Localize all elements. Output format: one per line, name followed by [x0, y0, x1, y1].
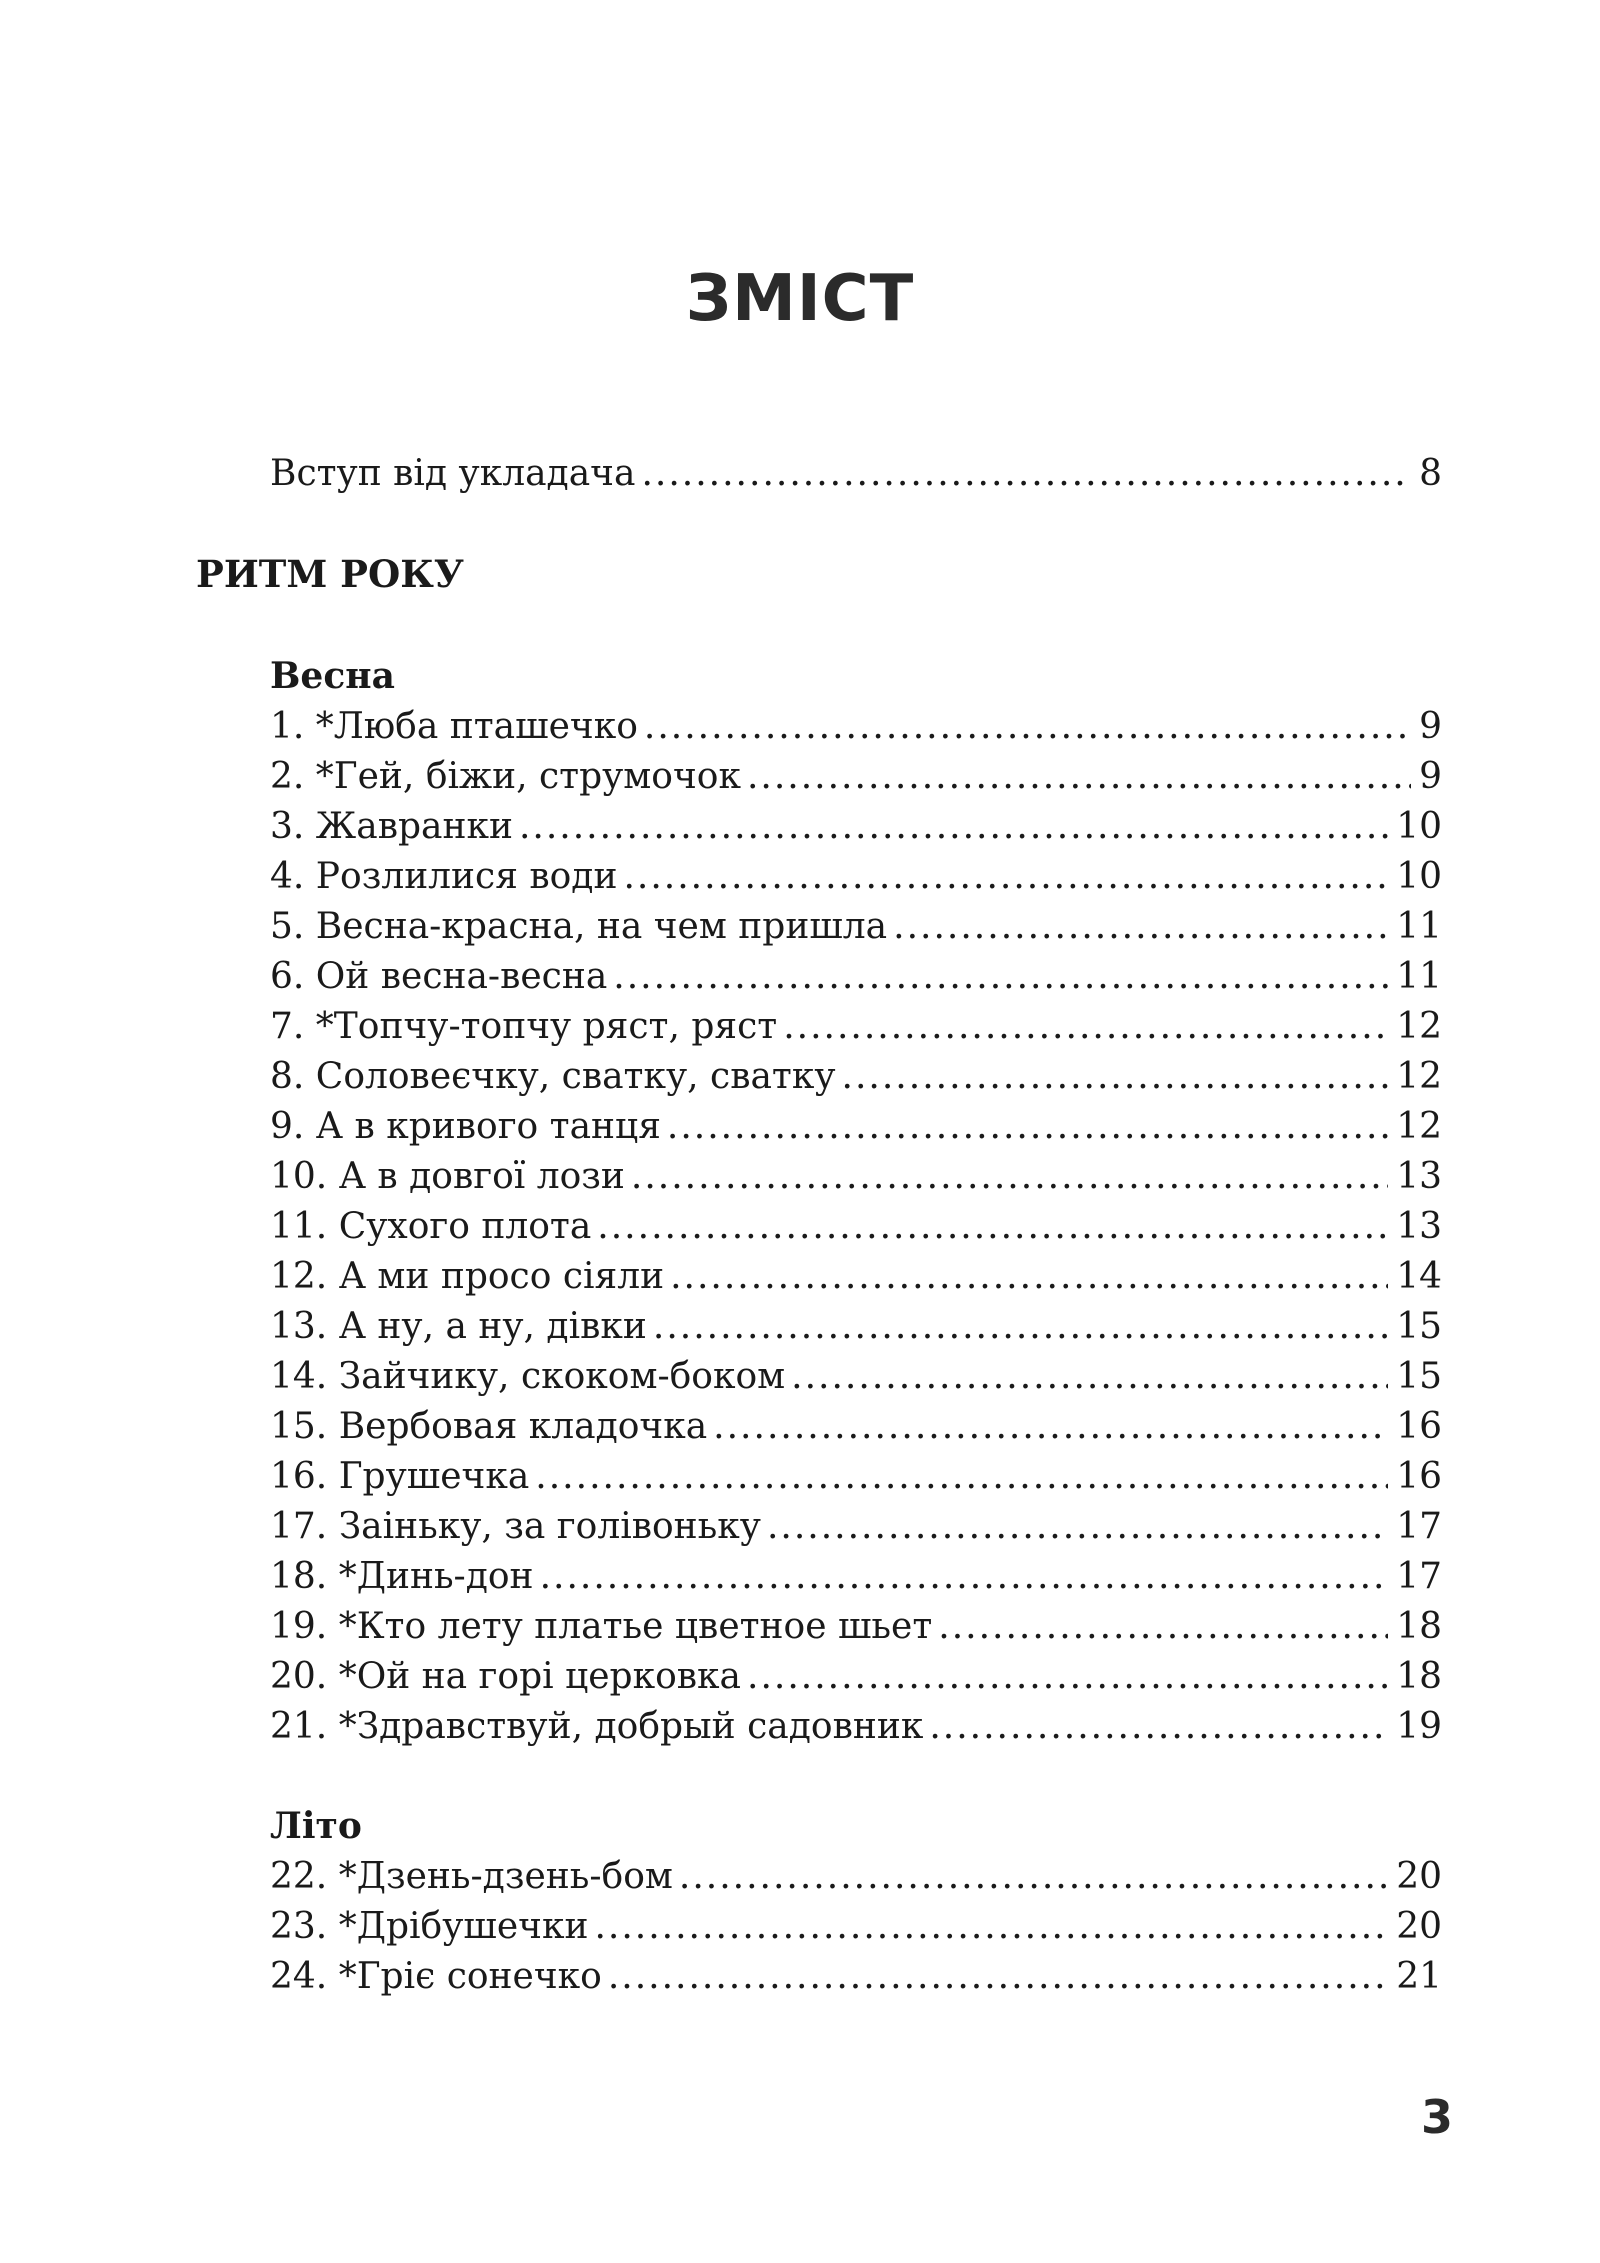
toc-entry-page: 14 — [1396, 1256, 1442, 1297]
toc-entry[interactable] — [270, 1453, 1442, 1501]
toc-entry-page: 18 — [1396, 1656, 1442, 1697]
toc-entry-title: 8. Соловеєчку, сватку, сватку — [270, 1056, 836, 1097]
toc-entry-title: 7. *Топчу-топчу ряст, ряст — [270, 1006, 778, 1047]
toc-entry-page: 9 — [1419, 706, 1442, 747]
toc-entry-page: 16 — [1396, 1456, 1442, 1497]
toc-leader-dots — [653, 1303, 1388, 1351]
toc-entry[interactable] — [270, 1253, 1442, 1301]
toc-entry-page: 13 — [1396, 1156, 1442, 1197]
toc-leader-dots — [594, 1903, 1388, 1951]
toc-entry-title: 14. Зайчику, скоком-боком — [270, 1356, 786, 1397]
toc-entry[interactable] — [270, 1053, 1442, 1101]
toc-entry[interactable] — [270, 1503, 1442, 1551]
toc-entry-title: 12. А ми просо сіяли — [270, 1256, 665, 1297]
toc-entry-title: 9. А в кривого танця — [270, 1106, 661, 1147]
toc-leader-dots — [679, 1853, 1388, 1901]
toc-entry[interactable] — [270, 703, 1442, 751]
toc-entry-page: 10 — [1396, 856, 1442, 897]
toc-leader-dots — [535, 1453, 1388, 1501]
toc-entry[interactable] — [270, 1853, 1442, 1901]
toc-entry-page: 12 — [1396, 1106, 1442, 1147]
toc-entry-title: 6. Ой весна-весна — [270, 956, 608, 997]
page-title: ЗМІСТ — [685, 262, 915, 336]
toc-entry[interactable] — [270, 1953, 1442, 2001]
toc-entry-title: 17. Заіньку, за голівоньку — [270, 1506, 761, 1547]
subsection-heading-summer: Літо — [270, 1805, 362, 1847]
toc-entry-title: 20. *Ой на горі церковка — [270, 1656, 741, 1697]
toc-leader-dots — [670, 1253, 1388, 1301]
toc-entry-title: 23. *Дрібушечки — [270, 1906, 589, 1947]
toc-leader-dots — [929, 1703, 1388, 1751]
toc-entry-page: 17 — [1396, 1506, 1442, 1547]
toc-entry-page: 19 — [1396, 1706, 1442, 1747]
toc-entry-title: 19. *Кто лету платье цветное шьет — [270, 1606, 933, 1647]
toc-leader-dots — [791, 1353, 1388, 1401]
toc-entry-title: 10. А в довгої лози — [270, 1156, 625, 1197]
toc-entry[interactable] — [270, 753, 1442, 801]
toc-entry-page: 10 — [1396, 806, 1442, 847]
page-number: 3 — [1420, 2090, 1453, 2144]
toc-leader-dots — [783, 1003, 1388, 1051]
toc-entry-title: 5. Весна-красна, на чем пришла — [270, 906, 888, 947]
toc-entry-title: 3. Жавранки — [270, 806, 513, 847]
toc-entry[interactable] — [270, 1603, 1442, 1651]
toc-leader-dots — [623, 853, 1388, 901]
toc-entry[interactable] — [270, 1203, 1442, 1251]
toc-entry[interactable] — [270, 1653, 1442, 1701]
toc-entry-title: 13. А ну, а ну, дівки — [270, 1306, 647, 1347]
toc-entry[interactable] — [270, 1103, 1442, 1151]
toc-entry-title: 2. *Гей, біжи, струмочок — [270, 756, 741, 797]
toc-entry-page: 13 — [1396, 1206, 1442, 1247]
toc-leader-dots — [631, 1153, 1388, 1201]
toc-entry-title: Вступ від укладача — [270, 453, 636, 494]
toc-entry[interactable] — [270, 903, 1442, 951]
toc-entry-page: 15 — [1396, 1306, 1442, 1347]
subsection-heading-spring: Весна — [270, 655, 395, 697]
toc-leader-dots — [667, 1103, 1388, 1151]
toc-leader-dots — [641, 450, 1411, 498]
toc-entry[interactable] — [270, 1003, 1442, 1051]
toc-entry[interactable] — [270, 1153, 1442, 1201]
toc-leader-dots — [938, 1603, 1388, 1651]
toc-entry-page: 20 — [1396, 1856, 1442, 1897]
toc-leader-dots — [597, 1203, 1388, 1251]
toc-entry-page: 11 — [1396, 956, 1442, 997]
toc-entry-page: 11 — [1396, 906, 1442, 947]
toc-leader-dots — [608, 1953, 1388, 2001]
toc-entry-title: 24. *Гріє сонечко — [270, 1956, 602, 1997]
toc-entry-page: 15 — [1396, 1356, 1442, 1397]
toc-entry-page: 9 — [1419, 756, 1442, 797]
toc-entry[interactable] — [270, 1703, 1442, 1751]
toc-entry-title: 1. *Люба пташечко — [270, 706, 638, 747]
toc-leader-dots — [519, 803, 1388, 851]
toc-entry-page: 8 — [1419, 453, 1442, 494]
toc-leader-dots — [767, 1503, 1388, 1551]
toc-entry-title: 22. *Дзень-дзень-бом — [270, 1856, 673, 1897]
toc-leader-dots — [747, 753, 1411, 801]
toc-entry-title: 15. Вербовая кладочка — [270, 1406, 708, 1447]
toc-entry-title: 16. Грушечка — [270, 1456, 530, 1497]
toc-entry[interactable] — [270, 1303, 1442, 1351]
toc-entry-title: 4. Розлилися води — [270, 856, 618, 897]
toc-entry-page: 12 — [1396, 1056, 1442, 1097]
toc-entry-page: 20 — [1396, 1906, 1442, 1947]
toc-entry-title: 21. *Здравствуй, добрый садовник — [270, 1706, 924, 1747]
toc-leader-dots — [842, 1053, 1389, 1101]
toc-entry-intro[interactable] — [270, 450, 1442, 498]
toc-entry[interactable] — [270, 1903, 1442, 1951]
toc-entry-title: 11. Сухого плота — [270, 1206, 592, 1247]
toc-entry[interactable] — [270, 1353, 1442, 1401]
toc-entry[interactable] — [270, 853, 1442, 901]
toc-entry-title: 18. *Динь-дон — [270, 1556, 534, 1597]
toc-entry[interactable] — [270, 1403, 1442, 1451]
toc-entry-page: 17 — [1396, 1556, 1442, 1597]
toc-leader-dots — [713, 1403, 1388, 1451]
section-heading: РИТМ РОКУ — [196, 552, 464, 596]
toc-entry-page: 12 — [1396, 1006, 1442, 1047]
toc-leader-dots — [613, 953, 1388, 1001]
toc-entry[interactable] — [270, 953, 1442, 1001]
toc-entry[interactable] — [270, 803, 1442, 851]
toc-leader-dots — [893, 903, 1388, 951]
toc-entry-page: 18 — [1396, 1606, 1442, 1647]
toc-entry[interactable] — [270, 1553, 1442, 1601]
toc-entry-page: 21 — [1396, 1956, 1442, 1997]
toc-leader-dots — [644, 703, 1411, 751]
toc-leader-dots — [747, 1653, 1388, 1701]
toc-leader-dots — [540, 1553, 1389, 1601]
toc-entry-page: 16 — [1396, 1406, 1442, 1447]
